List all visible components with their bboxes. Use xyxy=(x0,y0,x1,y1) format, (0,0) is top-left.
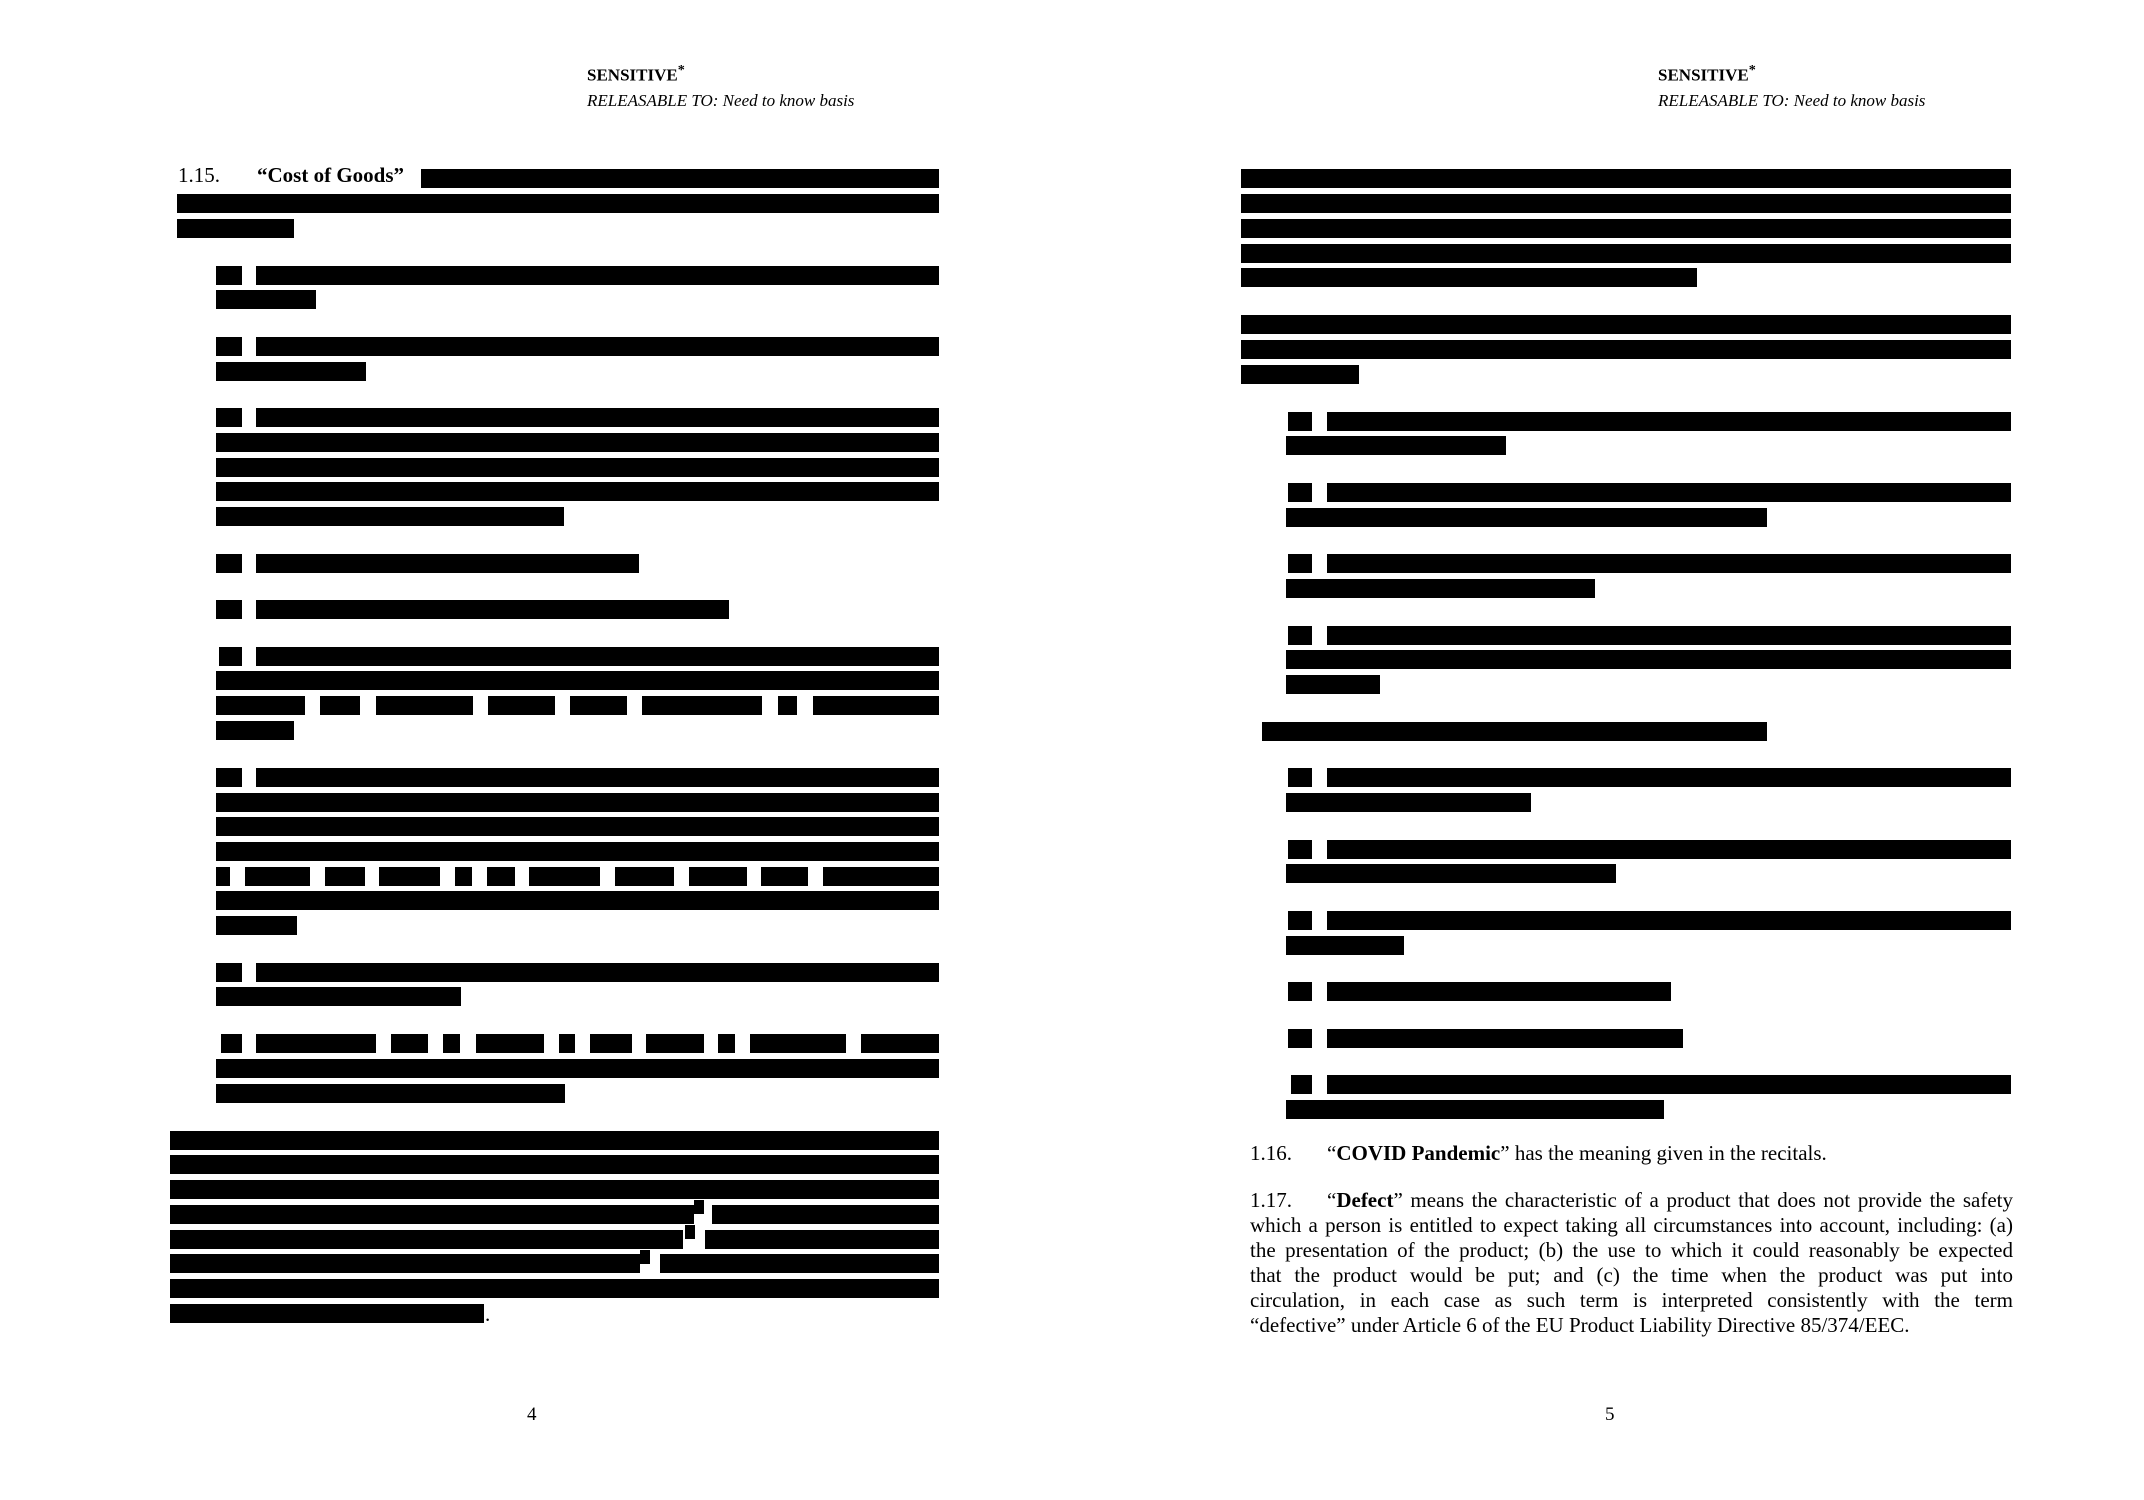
redaction-bar xyxy=(256,600,729,619)
redaction-bar xyxy=(216,337,242,356)
redaction-bar xyxy=(1241,365,1359,384)
redaction-bar xyxy=(1288,840,1312,859)
classification-label: SENSITIVE* xyxy=(587,62,685,85)
redaction-bar xyxy=(320,696,360,715)
redaction-bar xyxy=(705,1230,939,1249)
redaction-bar xyxy=(170,1180,939,1199)
redaction-bar xyxy=(256,963,939,982)
redaction-bar xyxy=(1327,483,2011,502)
redaction-bar xyxy=(216,600,242,619)
redaction-bar xyxy=(640,1250,650,1264)
redaction-bar xyxy=(1286,436,1506,455)
redaction-bar xyxy=(170,1205,694,1224)
redaction-bar xyxy=(1262,722,1767,741)
redaction-bar xyxy=(325,867,365,886)
redaction-bar xyxy=(1327,982,1671,1001)
redaction-bar xyxy=(1241,268,1697,287)
redaction-bar xyxy=(1327,1029,1683,1048)
para-line: “Defect” means the characteristic of a product that does not provide the safety xyxy=(1327,1188,2013,1212)
redaction-bar xyxy=(216,963,242,982)
redaction-bar xyxy=(455,867,472,886)
page-number: 4 xyxy=(527,1404,537,1425)
redaction-bar xyxy=(1286,936,1404,955)
trailing-period: . xyxy=(485,1302,491,1326)
redaction-bar xyxy=(1327,911,2011,930)
redaction-bar xyxy=(1286,508,1767,527)
defined-term-covid: COVID Pandemic xyxy=(1336,1141,1501,1165)
redaction-bar xyxy=(216,721,294,740)
para-line: that the product would be put; and (c) the time when the product was put into xyxy=(1250,1263,2013,1287)
redaction-bar xyxy=(1241,219,2011,238)
redaction-bar xyxy=(712,1205,939,1224)
section-number-116: 1.16. xyxy=(1250,1141,1292,1165)
releasable-label: RELEASABLE TO: Need to know basis xyxy=(587,90,855,110)
redaction-bar xyxy=(559,1034,575,1053)
redaction-bar xyxy=(1286,793,1531,812)
redaction-bar xyxy=(529,867,600,886)
redaction-bar xyxy=(216,987,461,1006)
redaction-bar xyxy=(642,696,762,715)
redaction-bar xyxy=(177,194,939,213)
releasable-label: RELEASABLE TO: Need to know basis xyxy=(1658,90,1926,110)
redaction-bar xyxy=(1288,982,1312,1001)
redaction-bar xyxy=(476,1034,544,1053)
redaction-bar xyxy=(245,867,310,886)
header-right xyxy=(1658,58,1925,113)
redaction-bar xyxy=(1291,1075,1312,1094)
redaction-bar xyxy=(1286,650,2011,669)
redaction-bar xyxy=(1288,911,1312,930)
redaction-bar xyxy=(750,1034,846,1053)
redaction-bar xyxy=(216,768,242,787)
redaction-bar xyxy=(256,554,639,573)
redaction-bar xyxy=(170,1304,484,1323)
redaction-bar xyxy=(256,408,939,427)
redaction-bar xyxy=(1288,1029,1312,1048)
redaction-bar xyxy=(1327,554,2011,573)
redaction-bar xyxy=(1241,315,2011,334)
page-number: 5 xyxy=(1605,1404,1615,1425)
redaction-bar xyxy=(1286,579,1595,598)
redaction-bar xyxy=(1286,1100,1664,1119)
redaction-bar xyxy=(216,817,939,836)
redaction-bar xyxy=(1241,340,2011,359)
redaction-bar xyxy=(170,1279,939,1298)
redaction-bar xyxy=(778,696,797,715)
redaction-bar xyxy=(1327,626,2011,645)
redaction-bar xyxy=(216,916,297,935)
section-116-text: “COVID Pandemic” has the meaning given in the recitals. xyxy=(1327,1141,1827,1165)
redaction-bar xyxy=(216,290,316,309)
redaction-bar xyxy=(861,1034,939,1053)
redaction-bar xyxy=(216,891,939,910)
redaction-bar xyxy=(1288,483,1312,502)
redaction-bar xyxy=(1288,412,1312,431)
redaction-bar xyxy=(685,1225,695,1239)
redaction-bar xyxy=(391,1034,428,1053)
redaction-bar xyxy=(615,867,674,886)
redaction-bar xyxy=(216,266,242,285)
page-right xyxy=(1072,0,2144,1500)
para-line: circulation, in each case as such term is interpreted consistently with the term xyxy=(1250,1288,2013,1312)
redaction-bar xyxy=(694,1200,704,1214)
redaction-bar xyxy=(170,1131,939,1150)
redaction-bar xyxy=(256,266,939,285)
redaction-bar xyxy=(216,696,305,715)
redaction-bar xyxy=(1327,1075,2011,1094)
redaction-bar xyxy=(376,696,473,715)
redaction-bar xyxy=(216,362,366,381)
redaction-bar xyxy=(1288,554,1312,573)
redaction-bar xyxy=(216,458,939,477)
redaction-bar xyxy=(1286,675,1380,694)
redaction-bar xyxy=(1286,864,1616,883)
redaction-bar xyxy=(487,867,515,886)
redaction-bar xyxy=(256,647,939,666)
redaction-bar xyxy=(421,169,939,188)
redaction-bar xyxy=(219,647,242,666)
redaction-bar xyxy=(813,696,939,715)
redaction-bar xyxy=(761,867,808,886)
redaction-bar xyxy=(1288,768,1312,787)
redaction-bar xyxy=(823,867,939,886)
classification-label: SENSITIVE* xyxy=(1658,62,1756,85)
redaction-bar xyxy=(216,1084,565,1103)
redaction-bar xyxy=(216,554,242,573)
redaction-bar xyxy=(718,1034,735,1053)
redaction-bar xyxy=(216,1059,939,1078)
redaction-bar xyxy=(216,507,564,526)
redaction-bar xyxy=(1327,840,2011,859)
redaction-bar xyxy=(256,1034,376,1053)
redaction-bar xyxy=(177,219,294,238)
redaction-bar xyxy=(221,1034,242,1053)
redaction-bar xyxy=(689,867,747,886)
redaction-bar xyxy=(216,408,242,427)
defined-term-defect: Defect xyxy=(1336,1188,1394,1212)
redaction-bar xyxy=(379,867,440,886)
redaction-bar xyxy=(170,1230,683,1249)
header-left xyxy=(587,58,854,113)
section-117-paragraph xyxy=(1250,1188,2013,1338)
redaction-bar xyxy=(170,1254,640,1273)
para-line: “defective” under Article 6 of the EU Product Liability Directive 85/374/EEC. xyxy=(1250,1313,1910,1337)
para-line: which a person is entitled to expect taking all circumstances into account, including: (a) xyxy=(1250,1213,2013,1237)
redaction-bar xyxy=(660,1254,939,1273)
redaction-bar xyxy=(1241,244,2011,263)
redaction-bar xyxy=(570,696,627,715)
redaction-bar xyxy=(256,337,939,356)
redaction-bar xyxy=(590,1034,632,1053)
redaction-bar xyxy=(1241,194,2011,213)
section-number-117: 1.17. xyxy=(1250,1188,1292,1212)
para-line: the presentation of the product; (b) the use to which it could reasonably be expected xyxy=(1250,1238,2013,1262)
redaction-bar xyxy=(170,1155,939,1174)
redaction-bar xyxy=(216,482,939,501)
redaction-bar xyxy=(646,1034,704,1053)
defined-term: “Cost of Goods” xyxy=(257,163,405,187)
redaction-bar xyxy=(1241,169,2011,188)
redaction-bar xyxy=(1327,768,2011,787)
redaction-bar xyxy=(488,696,555,715)
redaction-bar xyxy=(1288,626,1312,645)
redaction-bar xyxy=(443,1034,460,1053)
redaction-bar xyxy=(216,867,230,886)
redaction-bar xyxy=(216,793,939,812)
section-number: 1.15. xyxy=(178,163,220,187)
redaction-bar xyxy=(256,768,939,787)
redaction-bar xyxy=(216,433,939,452)
redaction-bar xyxy=(216,842,939,861)
redaction-bar xyxy=(216,671,939,690)
redaction-bar xyxy=(1327,412,2011,431)
